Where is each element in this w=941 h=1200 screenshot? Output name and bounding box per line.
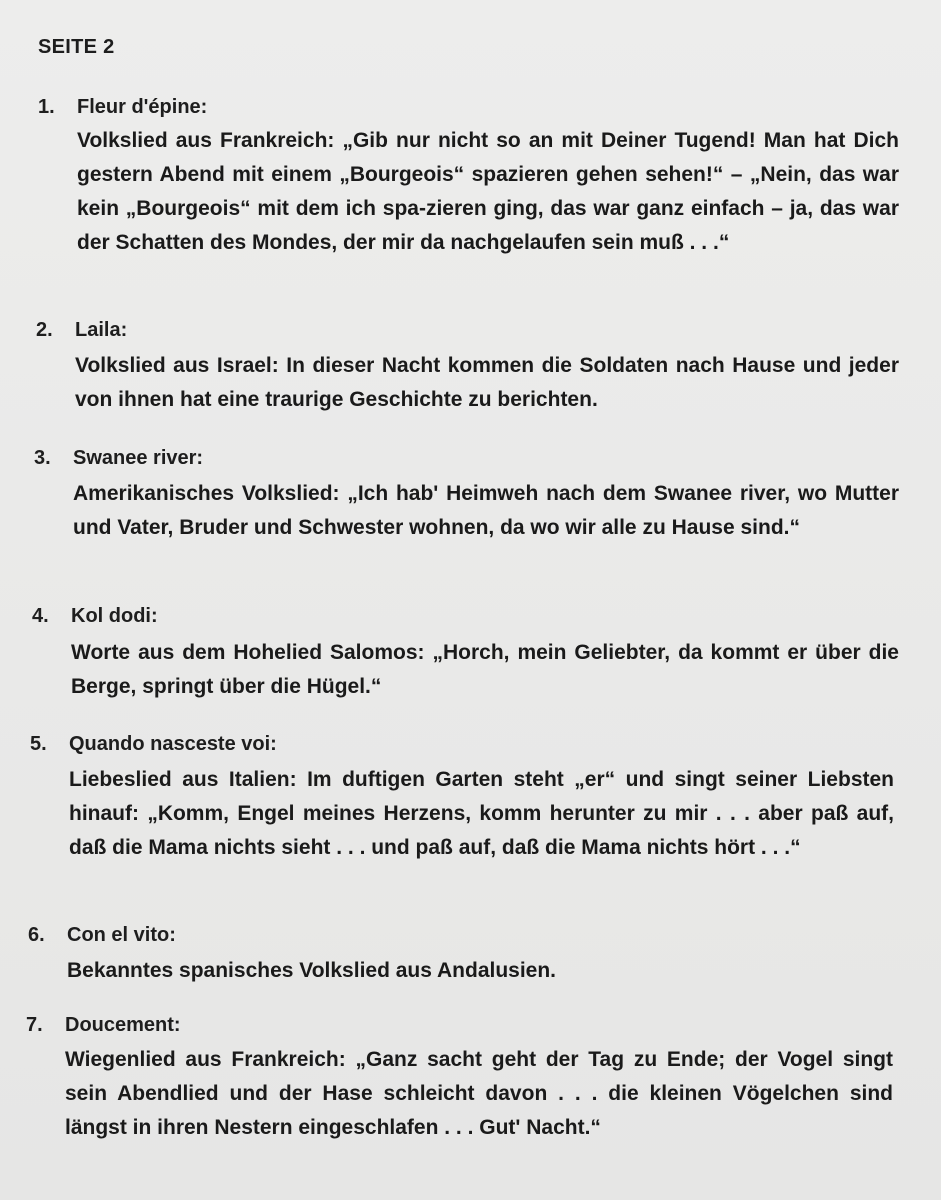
track-title: Kol dodi: xyxy=(71,605,158,627)
track-description: Volkslied aus Israel: In dieser Nacht kommen die Soldaten nach Hause und jeder von ihnen hat eine traurige Geschichte zu berichten. xyxy=(75,354,899,411)
track-number: 1. xyxy=(38,96,55,118)
track-description: Liebeslied aus Italien: Im duftigen Garten steht „er“ und singt seiner Liebsten hinauf: „Komm, Engel meines Herzens, komm herunter zu mir . . . aber paß auf, daß die Mama nichts sieht . . . und paß auf, daß die Mama nichts hört . . .“ xyxy=(69,768,894,859)
track-description: Volkslied aus Frankreich: „Gib nur nicht so an mit Deiner Tugend! Man hat Dich gestern Abend mit einem „Bourgeois“ spazieren gehen sehen!“ – „Nein, das war kein „Bourgeois“ mit dem ich spa-zieren ging, das war ganz einfach – ja, das war der Schatten des Mondes, der mir da nachgelaufen sein muß . . .“ xyxy=(77,129,899,254)
track-number: 3. xyxy=(34,447,51,469)
track-number: 4. xyxy=(32,605,49,627)
track-description: Worte aus dem Hohelied Salomos: „Horch, mein Geliebter, da kommt er über die Berge, springt über die Hügel.“ xyxy=(71,641,899,698)
track-number: 7. xyxy=(26,1014,43,1036)
track-title: Con el vito: xyxy=(67,924,176,946)
track-number: 2. xyxy=(36,319,53,341)
track-description: Amerikanisches Volkslied: „Ich hab' Heimweh nach dem Swanee river, wo Mutter und Vater, Bruder und Schwester wohnen, da wo wir alle zu Hause sind.“ xyxy=(73,482,899,539)
track-number: 5. xyxy=(30,733,47,755)
track-description: Wiegenlied aus Frankreich: „Ganz sacht geht der Tag zu Ende; der Vogel singt sein Abendlied und der Hase schleicht davon . . . die kleinen Vögelchen sind längst in ihren Nestern eingeschlafen . . . Gut' Nacht.“ xyxy=(65,1048,893,1139)
track-title: Fleur d'épine: xyxy=(77,96,208,118)
track-title: Laila: xyxy=(75,319,128,341)
track-title: Doucement: xyxy=(65,1014,181,1036)
track-title: Quando nasceste voi: xyxy=(69,733,277,755)
track-title: Swanee river: xyxy=(73,447,204,469)
track-description: Bekanntes spanisches Volkslied aus Andalusien. xyxy=(67,959,557,982)
track-number: 6. xyxy=(28,924,45,946)
page-heading: SEITE 2 xyxy=(38,36,115,58)
